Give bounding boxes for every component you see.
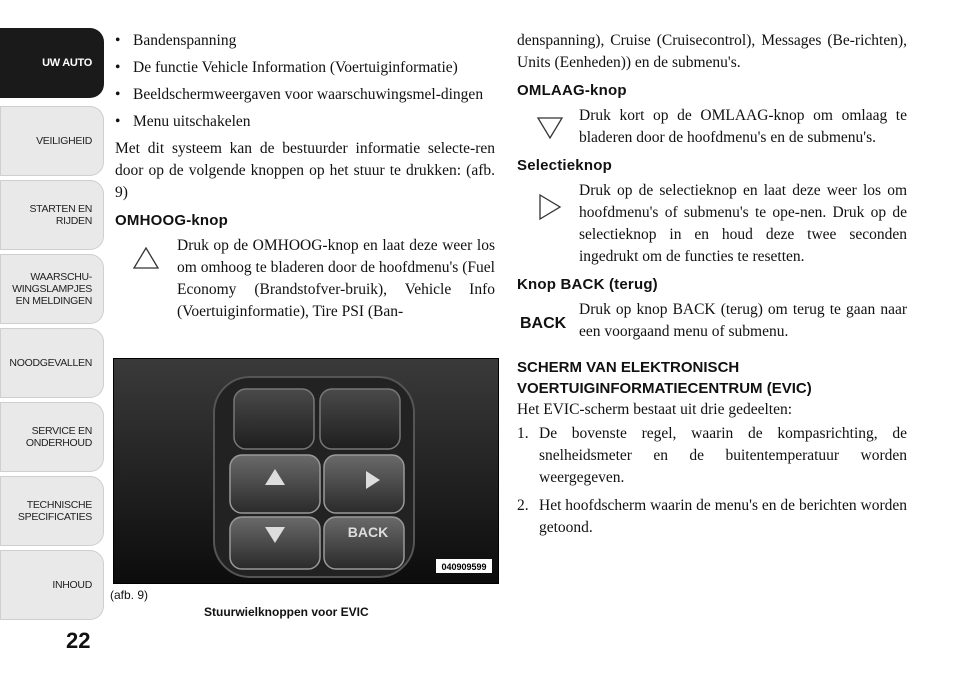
select-button-text: Druk op de selectieknop en laat deze weer los om hoofdmenu's of submenu's te ope-nen. Druk op de selectieknop in en houd deze twee seconden ingedrukt om de functies te resetten. <box>579 182 907 265</box>
right-column <box>517 30 907 542</box>
section-title: SCHERM VAN ELEKTRONISCH VOERTUIGINFORMATIECENTRUM (EVIC) <box>517 359 812 397</box>
select-button-block <box>517 180 907 268</box>
tab-starten-en-rijden[interactable]: STARTEN EN RIJDEN <box>0 180 104 250</box>
tab-uw-auto[interactable]: UW AUTO <box>0 28 104 98</box>
select-button-heading: Selectieknop <box>517 157 612 174</box>
back-button-block <box>517 299 907 343</box>
page-number: 22 <box>66 628 91 653</box>
tab-inhoud[interactable]: INHOUD <box>0 550 104 620</box>
down-triangle-icon <box>529 113 571 143</box>
list-item: 1. De bovenste regel, waarin de kompasrichting, de snelheidsmeter en de buitentemperatuur worden weergegeven. <box>517 425 907 486</box>
up-button-heading: OMHOOG-knop <box>115 212 229 229</box>
list-item: 2. Het hoofdscherm waarin de menu's en de berichten worden getoond. <box>517 497 907 536</box>
back-button-heading: Knop BACK (terug) <box>517 276 658 293</box>
list-item: • Menu uitschakelen <box>115 113 251 130</box>
continued-paragraph: denspanning), Cruise (Cruisecontrol), Messages (Be-richten), Units (Eenheden)) en de submenu's. <box>517 32 907 71</box>
back-button-text: Druk op knop BACK (terug) om terug te gaan naar een voorgaand menu of submenu. <box>579 301 907 340</box>
right-triangle-icon <box>529 192 571 222</box>
tab-noodgevallen[interactable]: NOODGEVALLEN <box>0 328 104 398</box>
list-item: • De functie Vehicle Information (Voertuiginformatie) <box>115 59 458 76</box>
back-button-label: BACK <box>347 524 389 540</box>
intro-paragraph: Met dit systeem kan de bestuurder informatie selecte-ren door op de volgende knoppen op het stuur te drukken: (afb. 9) <box>115 140 495 201</box>
down-button-heading: OMLAAG-knop <box>517 82 627 99</box>
list-item: • Bandenspanning <box>115 32 237 49</box>
tab-service-en-onderhoud[interactable]: SERVICE EN ONDERHOUD <box>0 402 104 472</box>
tab-waarschuwingslampjes[interactable]: WAARSCHU-WINGSLAMPJES EN MELDINGEN <box>0 254 104 324</box>
steering-buttons-illustration <box>114 359 498 583</box>
figure-label: (afb. 9) <box>110 588 149 602</box>
down-button-block <box>517 105 907 149</box>
figure-code: 040909599 <box>441 562 487 572</box>
section-intro: Het EVIC-scherm bestaat uit drie gedeelten: <box>517 401 793 418</box>
back-icon-label: BACK <box>520 315 567 332</box>
steering-buttons-figure <box>113 358 499 584</box>
tab-technische-specificaties[interactable]: TECHNISCHE SPECIFICATIES <box>0 476 104 546</box>
list-item: • Beeldschermweergaven voor waarschuwingsmel-dingen <box>115 86 484 103</box>
left-column <box>115 30 495 323</box>
up-button-block <box>115 235 495 323</box>
figure-caption: Stuurwielknoppen voor EVIC <box>204 605 369 619</box>
up-triangle-icon <box>125 243 167 273</box>
down-button-text: Druk kort op de OMLAAG-knop om omlaag te bladeren door de hoofdmenu's en de submenu's. <box>579 107 907 146</box>
tab-veiligheid[interactable]: VEILIGHEID <box>0 106 104 176</box>
up-button-text: Druk op de OMHOOG-knop en laat deze weer los om omhoog te bladeren door de hoofdmenu's (Fuel Economy (Brandstofver-bruik), Vehicle Info (Voertuiginformatie), Tire PSI (Ban- <box>177 237 495 320</box>
